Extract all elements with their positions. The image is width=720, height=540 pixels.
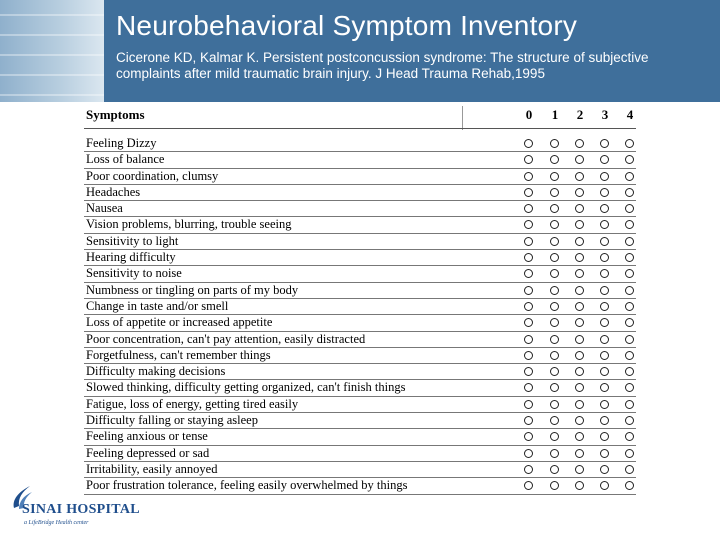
symptom-label: Forgetfulness, can't remember things (86, 347, 271, 362)
rating-option-4[interactable] (625, 335, 634, 344)
rating-option-2[interactable] (575, 188, 584, 197)
rating-option-0[interactable] (524, 400, 533, 409)
rating-option-1[interactable] (550, 481, 559, 490)
scale-header-4: 4 (626, 107, 634, 122)
symptom-row (84, 446, 636, 462)
symptom-label: Loss of appetite or increased appetite (86, 315, 273, 330)
rating-option-4[interactable] (625, 351, 634, 360)
rating-option-2[interactable] (575, 172, 584, 181)
rating-option-3[interactable] (600, 172, 609, 181)
rating-option-1[interactable] (550, 449, 559, 458)
symptom-label: Numbness or tingling on parts of my body (86, 282, 299, 297)
rating-option-1[interactable] (550, 383, 559, 392)
symptom-label: Fatigue, loss of energy, getting tired easily (86, 396, 299, 411)
rating-option-2[interactable] (575, 383, 584, 392)
sinai-hospital-logo (10, 482, 140, 532)
rating-option-0[interactable] (524, 367, 533, 376)
rating-option-1[interactable] (550, 367, 559, 376)
rating-option-1[interactable] (550, 351, 559, 360)
rating-option-4[interactable] (625, 318, 634, 327)
rating-option-2[interactable] (575, 318, 584, 327)
rating-option-1[interactable] (550, 269, 559, 278)
rating-option-1[interactable] (550, 139, 559, 148)
rating-option-1[interactable] (550, 400, 559, 409)
rating-option-4[interactable] (625, 302, 634, 311)
scale-header-2: 2 (576, 107, 584, 122)
rating-option-0[interactable] (524, 253, 533, 262)
symptom-label: Nausea (86, 201, 123, 216)
scale-header-0: 0 (525, 107, 533, 122)
symptom-row (84, 185, 636, 201)
rating-option-0[interactable] (524, 351, 533, 360)
rating-option-3[interactable] (600, 139, 609, 148)
symptom-row (84, 332, 636, 348)
rating-option-1[interactable] (550, 432, 559, 441)
rating-option-3[interactable] (600, 155, 609, 164)
rating-option-1[interactable] (550, 335, 559, 344)
rating-option-3[interactable] (600, 335, 609, 344)
rating-option-0[interactable] (524, 155, 533, 164)
rating-option-4[interactable] (625, 432, 634, 441)
symptom-rows (84, 136, 636, 495)
symptom-row (84, 315, 636, 331)
rating-option-2[interactable] (575, 449, 584, 458)
rating-option-2[interactable] (575, 351, 584, 360)
symptom-row (84, 201, 636, 217)
header-accent-panel (0, 0, 104, 102)
symptom-inventory-form (80, 104, 640, 496)
rating-option-0[interactable] (524, 188, 533, 197)
symptom-label: Headaches (86, 184, 141, 199)
symptom-label: Feeling Dizzy (86, 136, 157, 150)
rating-option-4[interactable] (625, 155, 634, 164)
rating-option-0[interactable] (524, 318, 533, 327)
rating-option-3[interactable] (600, 351, 609, 360)
symptom-label: Loss of balance (86, 152, 165, 167)
symptom-row (84, 283, 636, 299)
rating-option-3[interactable] (600, 302, 609, 311)
rating-option-0[interactable] (524, 432, 533, 441)
symptom-row (84, 217, 636, 233)
symptom-label: Slowed thinking, difficulty getting organized, can't finish things (86, 380, 406, 395)
rating-option-4[interactable] (625, 449, 634, 458)
slide-header (0, 0, 720, 102)
symptom-row (84, 348, 636, 364)
rating-option-0[interactable] (524, 383, 533, 392)
rating-option-3[interactable] (600, 432, 609, 441)
rating-option-1[interactable] (550, 318, 559, 327)
rating-option-3[interactable] (600, 416, 609, 425)
rating-option-1[interactable] (550, 286, 559, 295)
rating-option-0[interactable] (524, 204, 533, 213)
rating-option-3[interactable] (600, 465, 609, 474)
logo-name: SINAI HOSPITAL (22, 502, 140, 517)
rating-option-4[interactable] (625, 383, 634, 392)
rating-option-4[interactable] (625, 220, 634, 229)
rating-option-2[interactable] (575, 204, 584, 213)
rating-option-2[interactable] (575, 367, 584, 376)
scale-header-3: 3 (601, 107, 609, 122)
symptom-label: Poor coordination, clumsy (86, 168, 219, 183)
rating-option-1[interactable] (550, 188, 559, 197)
rating-option-4[interactable] (625, 465, 634, 474)
rating-option-3[interactable] (600, 253, 609, 262)
symptom-row (84, 478, 636, 494)
header-divider (462, 106, 463, 130)
rating-option-1[interactable] (550, 155, 559, 164)
rating-option-4[interactable] (625, 237, 634, 246)
rating-option-3[interactable] (600, 237, 609, 246)
symptom-label: Difficulty making decisions (86, 364, 226, 379)
rating-option-0[interactable] (524, 302, 533, 311)
symptom-row (84, 169, 636, 185)
rating-option-4[interactable] (625, 253, 634, 262)
symptom-row (84, 234, 636, 250)
symptom-row (84, 299, 636, 315)
rating-option-0[interactable] (524, 416, 533, 425)
symptom-label: Hearing difficulty (86, 250, 176, 265)
symptom-row (84, 462, 636, 478)
rating-option-2[interactable] (575, 139, 584, 148)
symptom-row (84, 380, 636, 396)
rating-option-3[interactable] (600, 286, 609, 295)
logo-tagline: a LifeBridge Health center (24, 520, 89, 526)
symptom-label: Poor concentration, can't pay attention, easily distracted (86, 331, 366, 346)
rating-option-3[interactable] (600, 269, 609, 278)
rating-option-4[interactable] (625, 367, 634, 376)
scale-header-1: 1 (551, 107, 559, 122)
rating-option-1[interactable] (550, 465, 559, 474)
rating-option-3[interactable] (600, 220, 609, 229)
symptom-label: Sensitivity to noise (86, 266, 182, 281)
rating-option-4[interactable] (625, 188, 634, 197)
symptom-label: Difficulty falling or staying asleep (86, 413, 258, 428)
rating-option-2[interactable] (575, 481, 584, 490)
rating-option-2[interactable] (575, 253, 584, 262)
rating-option-2[interactable] (575, 155, 584, 164)
rating-option-2[interactable] (575, 465, 584, 474)
rating-option-1[interactable] (550, 416, 559, 425)
rating-option-4[interactable] (625, 139, 634, 148)
slide-citation: Cicerone KD, Kalmar K. Persistent postconcussion syndrome: The structure of subjective complaints after mild traumatic brain injury. J Head Trauma Rehab,1995 (116, 50, 649, 81)
rating-option-3[interactable] (600, 383, 609, 392)
rating-option-4[interactable] (625, 286, 634, 295)
rating-option-0[interactable] (524, 286, 533, 295)
rating-option-0[interactable] (524, 139, 533, 148)
rating-option-2[interactable] (575, 302, 584, 311)
rating-option-1[interactable] (550, 204, 559, 213)
rating-option-3[interactable] (600, 318, 609, 327)
rating-option-3[interactable] (600, 400, 609, 409)
symptom-label: Sensitivity to light (86, 233, 179, 248)
symptoms-column-header: Symptoms (86, 107, 145, 122)
rating-option-2[interactable] (575, 220, 584, 229)
rating-option-0[interactable] (524, 335, 533, 344)
rating-option-2[interactable] (575, 269, 584, 278)
rating-option-1[interactable] (550, 237, 559, 246)
symptom-label: Feeling depressed or sad (86, 445, 210, 460)
symptom-row (84, 136, 636, 152)
rating-option-0[interactable] (524, 465, 533, 474)
symptom-row (84, 152, 636, 168)
rating-option-0[interactable] (524, 237, 533, 246)
rating-option-4[interactable] (625, 204, 634, 213)
rating-option-4[interactable] (625, 269, 634, 278)
symptom-row (84, 266, 636, 282)
symptom-row (84, 250, 636, 266)
symptom-label: Irritability, easily annoyed (86, 461, 218, 476)
rating-option-3[interactable] (600, 481, 609, 490)
rating-option-4[interactable] (625, 172, 634, 181)
symptom-label: Poor frustration tolerance, feeling easily overwhelmed by things (86, 478, 408, 493)
rating-option-1[interactable] (550, 302, 559, 311)
rating-option-1[interactable] (550, 172, 559, 181)
symptom-row (84, 397, 636, 413)
symptom-label: Feeling anxious or tense (86, 429, 208, 444)
symptom-label: Vision problems, blurring, trouble seeing (86, 217, 292, 232)
rating-option-0[interactable] (524, 481, 533, 490)
rating-option-2[interactable] (575, 416, 584, 425)
rating-option-2[interactable] (575, 335, 584, 344)
symptom-label: Change in taste and/or smell (86, 298, 229, 313)
slide-title: Neurobehavioral Symptom Inventory (116, 10, 578, 41)
rating-option-3[interactable] (600, 367, 609, 376)
rating-option-0[interactable] (524, 269, 533, 278)
rating-option-2[interactable] (575, 286, 584, 295)
rating-option-0[interactable] (524, 220, 533, 229)
rating-option-4[interactable] (625, 481, 634, 490)
symptom-row (84, 413, 636, 429)
rating-option-4[interactable] (625, 416, 634, 425)
rating-option-2[interactable] (575, 237, 584, 246)
rating-option-2[interactable] (575, 400, 584, 409)
rating-option-1[interactable] (550, 220, 559, 229)
rating-option-2[interactable] (575, 432, 584, 441)
header-rule (84, 128, 636, 129)
rating-option-3[interactable] (600, 188, 609, 197)
rating-option-0[interactable] (524, 449, 533, 458)
rating-option-3[interactable] (600, 204, 609, 213)
symptom-row (84, 429, 636, 445)
rating-option-0[interactable] (524, 172, 533, 181)
rating-option-3[interactable] (600, 449, 609, 458)
symptom-row (84, 364, 636, 380)
rating-option-1[interactable] (550, 253, 559, 262)
rating-option-4[interactable] (625, 400, 634, 409)
